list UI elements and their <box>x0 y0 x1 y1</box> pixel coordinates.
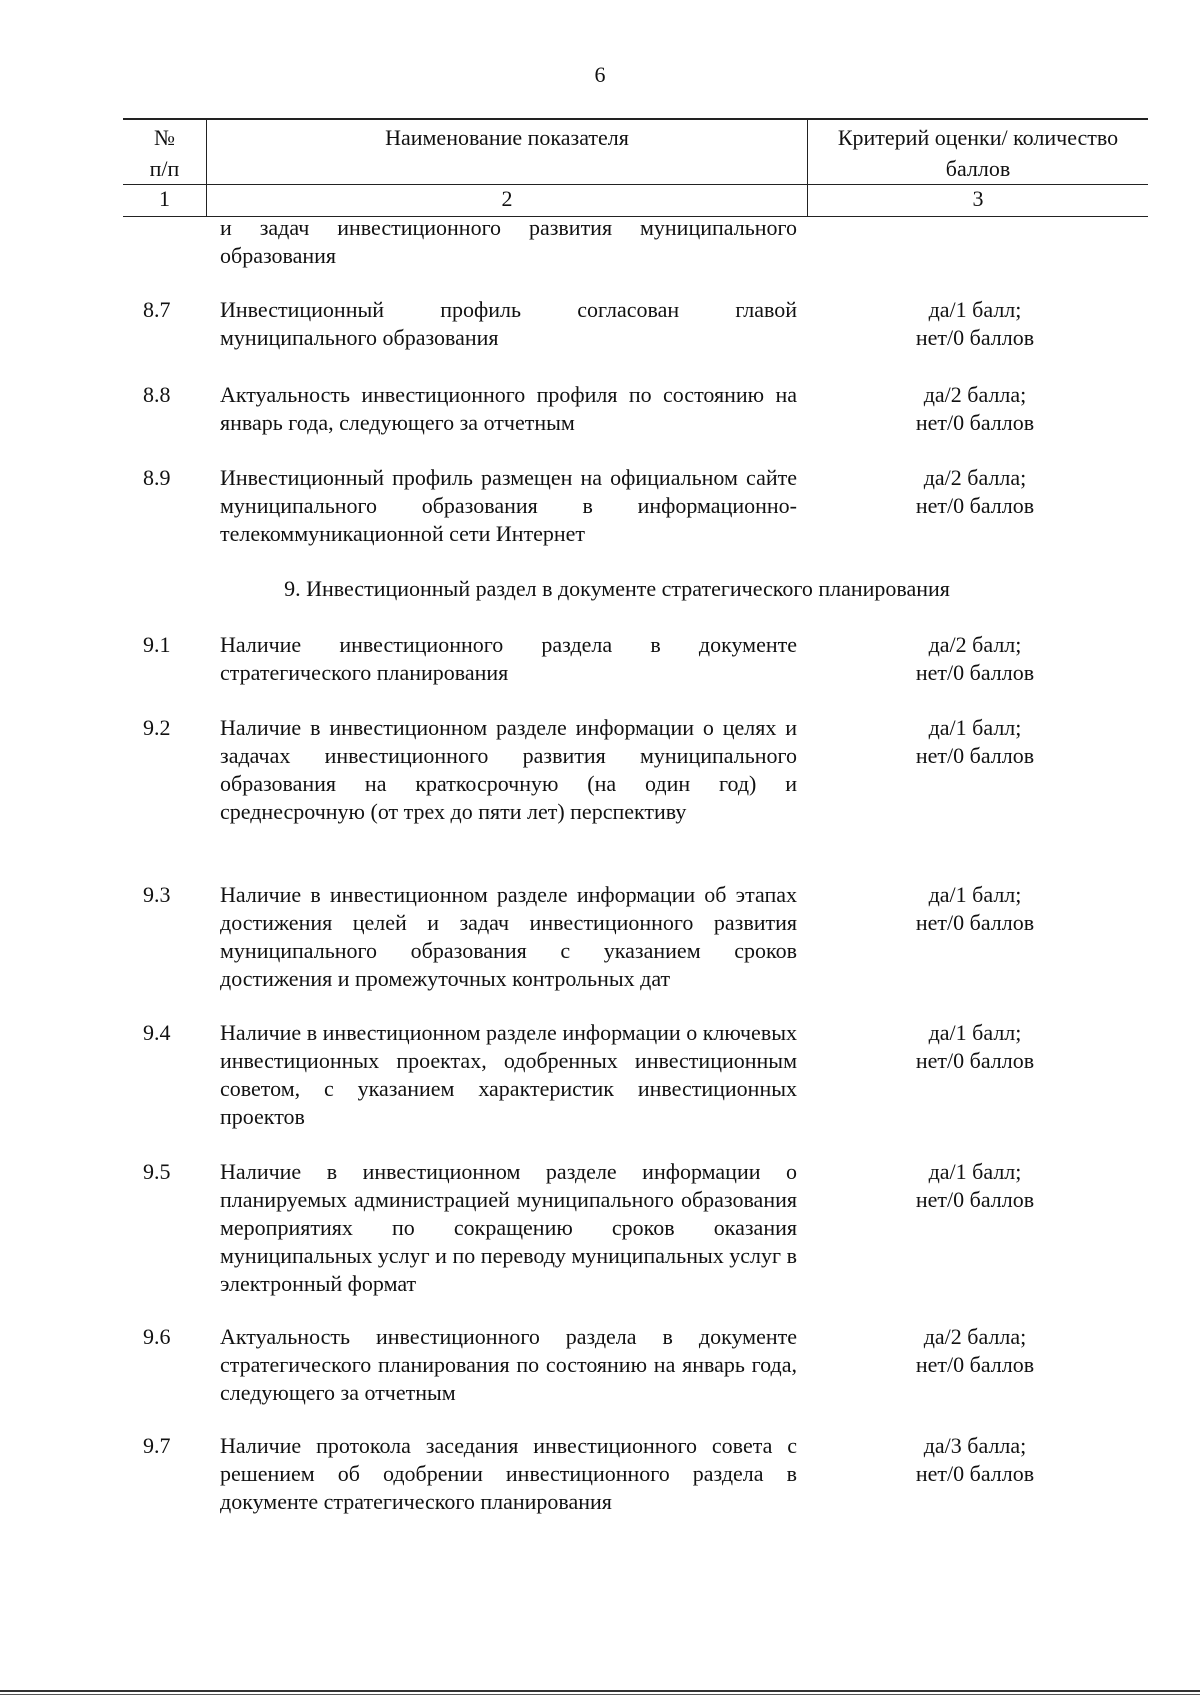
criteria-no: нет/0 баллов <box>915 660 1035 685</box>
row-criteria <box>860 296 1090 352</box>
row-number: 9.6 <box>143 1324 171 1349</box>
header-num-3: 3 <box>972 186 984 211</box>
row-name: Инвестиционный профиль размещен на официальном сайте муниципального образования в информационно-телекоммуникационной сети Интернет <box>220 465 797 546</box>
row-number: 8.8 <box>143 382 171 407</box>
header-col-number-line1: № <box>154 125 175 150</box>
row-criteria <box>860 881 1090 937</box>
header-num-2: 2 <box>501 186 513 211</box>
criteria-yes: да/1 балл; <box>928 1159 1022 1184</box>
row-criteria <box>860 631 1090 687</box>
row-number: 9.4 <box>143 1020 171 1045</box>
row-number: 9.3 <box>143 882 171 907</box>
criteria-no: нет/0 баллов <box>915 743 1035 768</box>
header-col-criteria-line1: Критерий оценки/ количество <box>837 125 1119 150</box>
criteria-yes: да/1 балл; <box>928 882 1022 907</box>
row-name: Актуальность инвестиционного профиля по состоянию на январь года, следующего за отчетным <box>220 382 797 435</box>
row-number: 9.1 <box>143 632 171 657</box>
row-name: Наличие инвестиционного раздела в документе стратегического планирования <box>220 632 797 685</box>
table-header <box>123 118 1148 217</box>
criteria-yes: да/1 балл; <box>928 297 1022 322</box>
row-number: 8.9 <box>143 465 171 490</box>
bottom-scan-edge <box>0 1690 1200 1692</box>
row-criteria <box>860 1323 1090 1379</box>
row-criteria <box>860 1019 1090 1075</box>
row-name: Наличие в инвестиционном разделе информации об этапах достижения целей и задач инвестиционного развития муниципального образования с указанием сроков достижения и промежуточных контрольных дат <box>220 882 797 991</box>
header-col-name: Наименование показателя <box>385 125 629 150</box>
criteria-no: нет/0 баллов <box>915 493 1035 518</box>
row-criteria <box>860 1158 1090 1214</box>
criteria-yes: да/2 балл; <box>928 632 1022 657</box>
page-number: 6 <box>594 62 606 87</box>
criteria-no: нет/0 баллов <box>915 1352 1035 1377</box>
row-number: 9.2 <box>143 715 171 740</box>
criteria-yes: да/1 балл; <box>928 715 1022 740</box>
row-name: Актуальность инвестиционного раздела в документе стратегического планирования по состоянию на январь года, следующего за отчетным <box>220 1324 797 1405</box>
header-divider <box>123 184 1148 185</box>
criteria-no: нет/0 баллов <box>915 410 1035 435</box>
row-name: Наличие в инвестиционном разделе информации о планируемых администрацией муниципального образования мероприятиях по сокращению сроков оказания муниципальных услуг и по переводу муниципальных услуг в электронный формат <box>220 1159 797 1296</box>
criteria-no: нет/0 баллов <box>915 910 1035 935</box>
row-number: 9.5 <box>143 1159 171 1184</box>
section-title: 9. Инвестиционный раздел в документе стратегического планирования <box>284 576 950 601</box>
row-number: 8.7 <box>143 297 171 322</box>
criteria-no: нет/0 баллов <box>915 1048 1035 1073</box>
row-number: 9.7 <box>143 1433 171 1458</box>
row-name: Наличие в инвестиционном разделе информации о целях и задачах инвестиционного развития муниципального образования на краткосрочную (на один год) и среднесрочную (от трех до пяти лет) перспективу <box>220 715 797 824</box>
row-criteria <box>860 464 1090 520</box>
criteria-yes: да/3 балла; <box>923 1433 1027 1458</box>
criteria-no: нет/0 баллов <box>915 325 1035 350</box>
row-name: Инвестиционный профиль согласован главой муниципального образования <box>220 297 797 350</box>
bottom-scan-edge <box>0 1694 1200 1695</box>
criteria-no: нет/0 баллов <box>915 1187 1035 1212</box>
criteria-yes: да/2 балла; <box>923 465 1027 490</box>
criteria-no: нет/0 баллов <box>915 1461 1035 1486</box>
header-col-number <box>123 122 206 184</box>
header-col-criteria <box>808 122 1148 184</box>
continuation-text: и задач инвестиционного развития муниципального образования <box>220 215 797 268</box>
header-col-number-line2: п/п <box>149 156 180 181</box>
row-name: Наличие в инвестиционном разделе информации о ключевых инвестиционных проектах, одобренных инвестиционным советом, с указанием характеристик инвестиционных проектов <box>220 1020 797 1129</box>
criteria-yes: да/2 балла; <box>923 1324 1027 1349</box>
criteria-yes: да/1 балл; <box>928 1020 1022 1045</box>
criteria-yes: да/2 балла; <box>923 382 1027 407</box>
row-criteria <box>860 381 1090 437</box>
row-name: Наличие протокола заседания инвестиционного совета с решением об одобрении инвестиционного раздела в документе стратегического планирования <box>220 1433 797 1514</box>
header-col-criteria-line2: баллов <box>945 156 1011 181</box>
header-num-1: 1 <box>159 186 170 211</box>
row-criteria <box>860 1432 1090 1488</box>
row-criteria <box>860 714 1090 770</box>
